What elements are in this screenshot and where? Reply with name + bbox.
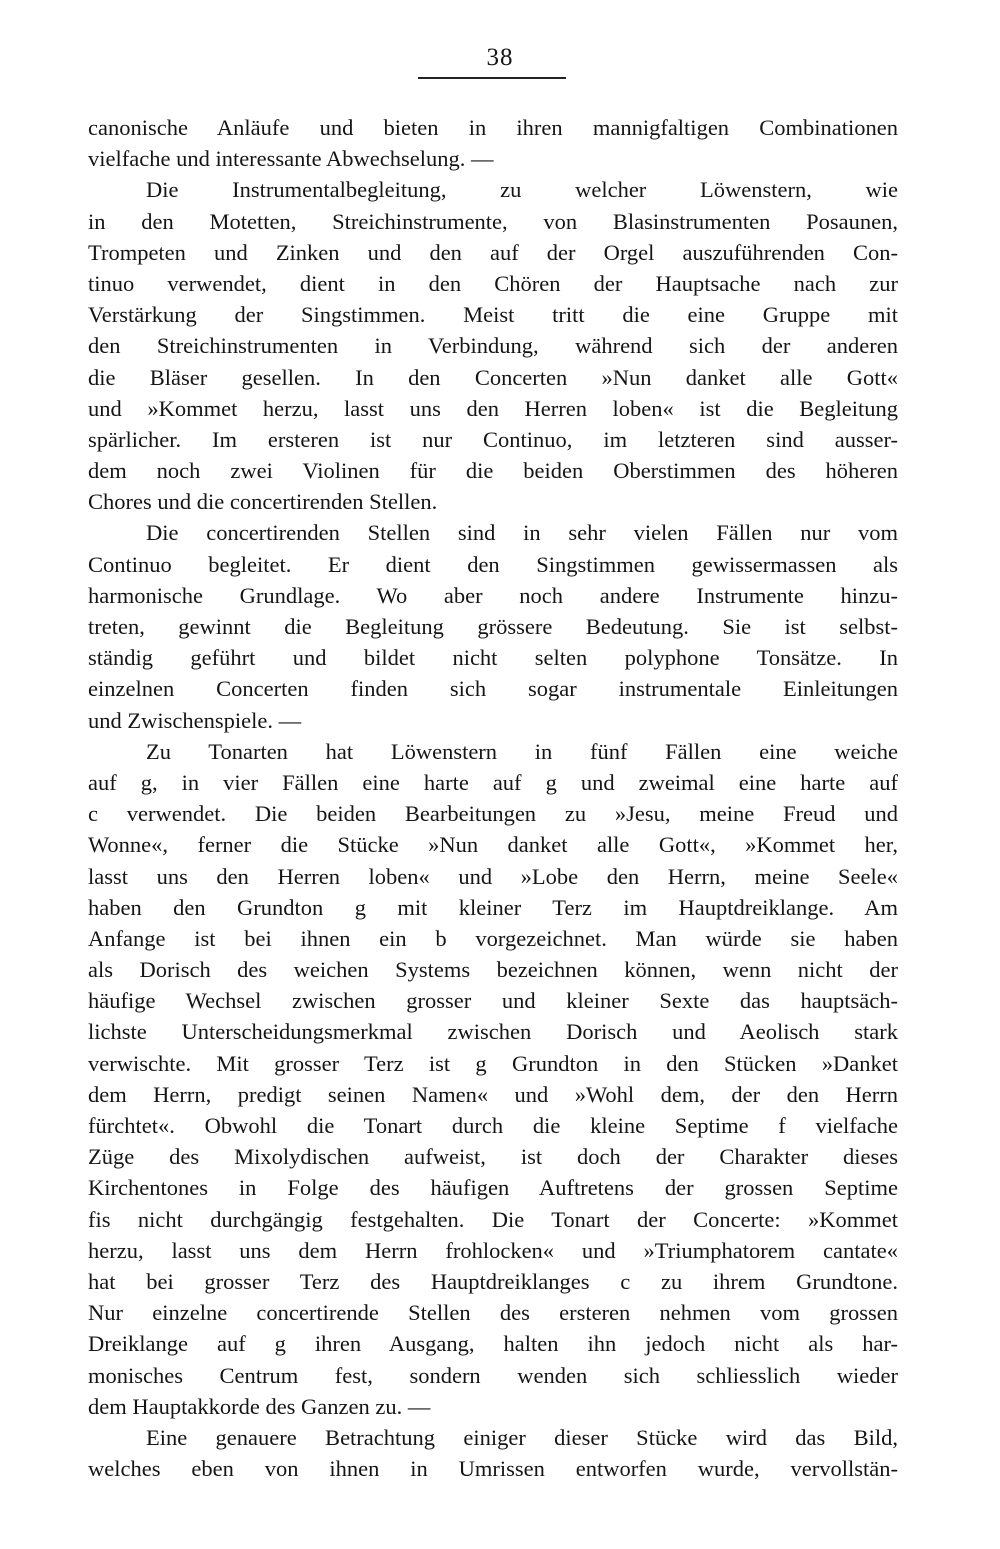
text-line: häufige Wechsel zwischen grosser und kleiner Sexte das hauptsäch- [88,988,898,1014]
text-line: c verwendet. Die beiden Bearbeitungen zu »Jesu, meine Freud und [88,801,898,827]
text-line: Eine genauere Betrachtung einiger dieser Stücke wird das Bild, [146,1424,898,1450]
text-line: treten, gewinnt die Begleitung grössere Bedeutung. Sie ist selbst- [88,614,898,639]
text-line: Die concertirenden Stellen sind in sehr vielen Fällen nur vom [146,520,898,546]
text-line: Nur einzelne concertirende Stellen des ersteren nehmen vom grossen [88,1300,898,1326]
text-line: Anfange ist bei ihnen ein b vorgezeichnet. Man würde sie haben [88,925,898,951]
text-line: Dreiklange auf g ihren Ausgang, halten ihn jedoch nicht als har- [88,1331,898,1357]
text-line: Zu Tonarten hat Löwenstern in fünf Fällen eine weiche [146,738,898,764]
text-line: canonische Anläufe und bieten in ihren mannigfaltigen Combinationen [88,115,898,140]
text-line: hat bei grosser Terz des Hauptdreiklanges c zu ihrem Grundtone. [88,1268,898,1294]
text-line: fürchtet«. Obwohl die Tonart durch die kleine Septime f vielfache [88,1113,898,1138]
text-line: verwischte. Mit grosser Terz ist g Grundton in den Stücken »Danket [88,1050,898,1076]
body-text [88,112,898,1484]
text-line: lasst uns den Herren loben« und »Lobe den Herrn, meine Seele« [88,863,898,889]
text-line: auf g, in vier Fällen eine harte auf g und zweimal eine harte auf [88,769,898,795]
text-line: dem Herrn, predigt seinen Namen« und »Wohl dem, der den Herrn [88,1081,898,1107]
text-line: ständig geführt und bildet nicht selten polyphone Tonsätze. In [88,645,898,671]
text-line: haben den Grundton g mit kleiner Terz im Hauptdreiklange. Am [88,894,898,920]
text-line: einzelnen Concerten finden sich sogar instrumentale Einleitungen [88,676,898,702]
text-line: Kirchentones in Folge des häufigen Auftretens der grossen Septime [88,1175,898,1201]
text-line: herzu, lasst uns dem Herrn frohlocken« und »Triumphatorem cantate« [88,1237,898,1263]
text-line: den Streichinstrumenten in Verbindung, während sich der anderen [88,333,898,359]
text-line: spärlicher. Im ersteren ist nur Continuo, im letzteren sind ausser- [88,426,898,452]
text-line: dem Hauptakkorde des Ganzen zu. — [88,1393,431,1419]
header-rule [418,77,566,79]
text-line: harmonische Grundlage. Wo aber noch andere Instrumente hinzu- [88,582,898,608]
text-line: Die Instrumentalbegleitung, zu welcher Löwenstern, wie [146,177,898,203]
text-line: Wonne«, ferner die Stücke »Nun danket alle Gott«, »Kommet her, [88,832,898,858]
text-line: in den Motetten, Streichinstrumente, von Blasinstrumenten Posaunen, [88,208,898,234]
text-line: welches eben von ihnen in Umrissen entworfen wurde, vervollstän- [88,1456,898,1482]
text-line: monisches Centrum fest, sondern wenden sich schliesslich wieder [88,1362,898,1388]
text-line: und Zwischenspiele. — [88,707,302,733]
text-line: die Bläser gesellen. In den Concerten »Nun danket alle Gott« [88,364,898,390]
text-line: als Dorisch des weichen Systems bezeichnen können, wenn nicht der [88,957,898,983]
text-line: vielfache und interessante Abwechselung. — [88,146,494,172]
text-line: Verstärkung der Singstimmen. Meist tritt die eine Gruppe mit [88,302,898,328]
text-line: fis nicht durchgängig festgehalten. Die Tonart der Concerte: »Kommet [88,1206,898,1232]
text-line: und »Kommet herzu, lasst uns den Herren loben« ist die Begleitung [88,395,898,421]
text-line: tinuo verwendet, dient in den Chören der Hauptsache nach zur [88,270,898,296]
text-line: Continuo begleitet. Er dient den Singstimmen gewissermassen als [88,551,898,577]
page-number: 38 [486,44,514,71]
text-line: lichste Unterscheidungsmerkmal zwischen Dorisch und Aeolisch stark [88,1019,898,1045]
text-line: Züge des Mixolydischen aufweist, ist doch der Charakter dieses [88,1144,898,1170]
text-line: Chores und die concertirenden Stellen. [88,489,438,515]
text-line: dem noch zwei Violinen für die beiden Oberstimmen des höheren [88,458,898,484]
text-line: Trompeten und Zinken und den auf der Orgel auszuführenden Con- [88,239,898,265]
